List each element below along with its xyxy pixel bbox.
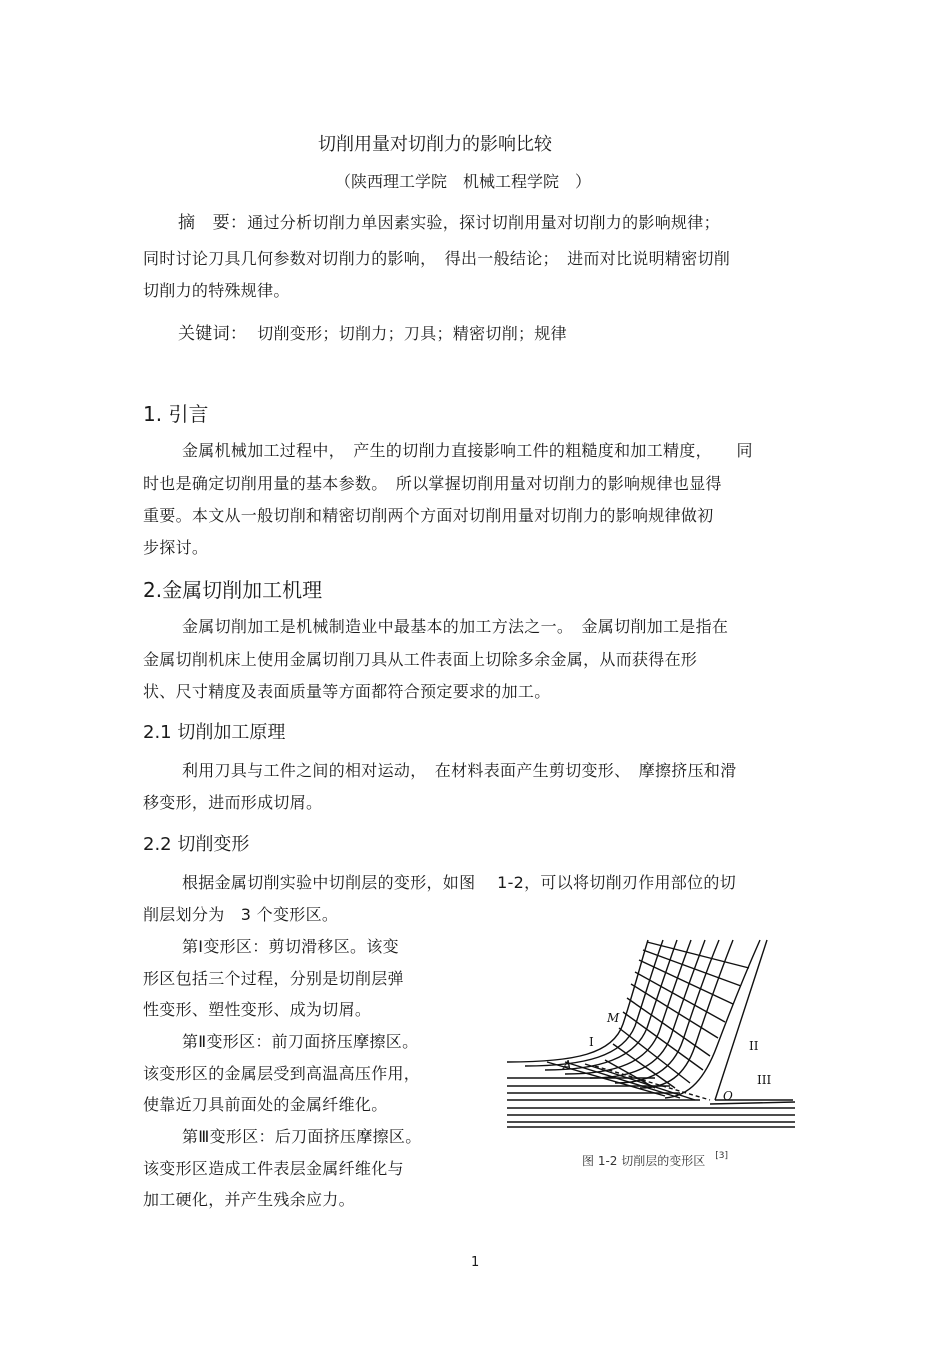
zone-text-line: 性变形、塑性变形、成为切屑。	[143, 1000, 372, 1019]
affiliation: （陕西理工学院 机械工程学院 ）	[335, 172, 592, 191]
keywords-label: 关键词：	[178, 324, 248, 344]
figure-linework	[507, 940, 795, 1127]
zone-text-line: 形区包括三个过程，分别是切削层弹	[143, 969, 404, 988]
abstract-line-2: 同时讨论刀具几何参数对切削力的影响， 得出一般结论； 进而对比说明精密切削	[143, 249, 731, 268]
abstract-line-3: 切削力的特殊规律。	[143, 281, 290, 300]
abstract-line-1	[178, 208, 720, 233]
section-2-1-heading: 2.1 切削加工原理	[143, 722, 286, 743]
section-1-line: 重要。本文从一般切削和精密切削两个方面对切削用量对切削力的影响规律做初	[143, 506, 714, 525]
page-number: 1	[471, 1255, 480, 1270]
keywords-line	[178, 319, 567, 344]
figure-label-a: A	[563, 1058, 572, 1072]
figure-label-zone-2: II	[749, 1039, 759, 1053]
zone-text-line: 使靠近刀具前面处的金属纤维化。	[143, 1095, 388, 1114]
figure-caption-text: 图 1-2 切削层的变形区	[582, 1154, 706, 1168]
figure-caption	[582, 1152, 728, 1169]
figure-label-zone-1: I	[589, 1035, 594, 1049]
abstract-text-1: 通过分析切削力单因素实验，探讨切削用量对切削力的影响规律；	[247, 213, 720, 232]
figure-label-zone-3: III	[757, 1073, 772, 1087]
section-2-2-heading: 2.2 切削变形	[143, 834, 250, 855]
section-2-1-line: 利用刀具与工件之间的相对运动， 在材料表面产生剪切变形、 摩擦挤压和滑	[182, 761, 737, 780]
section-2-2-line: 削层划分为 3 个变形区。	[143, 905, 339, 924]
section-2-heading: 2.金属切削加工机理	[143, 578, 323, 602]
section-2-line: 金属切削加工是机械制造业中最基本的加工方法之一。 金属切削加工是指在	[182, 617, 729, 636]
section-2-1-line: 移变形，进而形成切屑。	[143, 793, 323, 812]
zone-text-line: 该变形区的金属层受到高温高压作用，	[143, 1064, 421, 1083]
section-1-line: 时也是确定切削用量的基本参数。 所以掌握切削用量对切削力的影响规律也显得	[143, 474, 722, 493]
section-1-line: 金属机械加工过程中， 产生的切削力直接影响工件的粗糙度和加工精度， 同	[182, 441, 753, 460]
section-2-line: 状、尺寸精度及表面质量等方面都符合预定要求的加工。	[143, 682, 551, 701]
section-2-2-line: 根据金属切削实验中切削层的变形，如图 1-2，可以将切削刃作用部位的切	[182, 873, 737, 892]
figure-label-o: O	[723, 1089, 733, 1103]
section-1-heading: 1. 引言	[143, 402, 209, 426]
zone-text-line: 第Ⅱ变形区：前刀面挤压摩擦区。	[182, 1032, 419, 1051]
abstract-label: 摘 要：	[178, 213, 248, 233]
figure-reference: [3]	[715, 1151, 728, 1161]
deformation-zone-figure	[505, 938, 800, 1128]
figure-label-m: M	[607, 1011, 620, 1025]
section-1-line: 步探讨。	[143, 538, 209, 557]
keywords-text: 切削变形；切削力；刀具；精密切削；规律	[257, 324, 567, 343]
zone-text-line: 第Ⅲ变形区：后刀面挤压摩擦区。	[182, 1127, 422, 1146]
section-2-line: 金属切削机床上使用金属切削刀具从工件表面上切除多余金属，从而获得在形	[143, 650, 698, 669]
zone-text-line: 该变形区造成工件表层金属纤维化与	[143, 1159, 404, 1178]
paper-title: 切削用量对切削力的影响比较	[318, 134, 552, 155]
zone-text-line: 加工硬化，并产生残余应力。	[143, 1190, 355, 1209]
zone-text-line: 第Ⅰ变形区：剪切滑移区。该变	[182, 937, 399, 956]
